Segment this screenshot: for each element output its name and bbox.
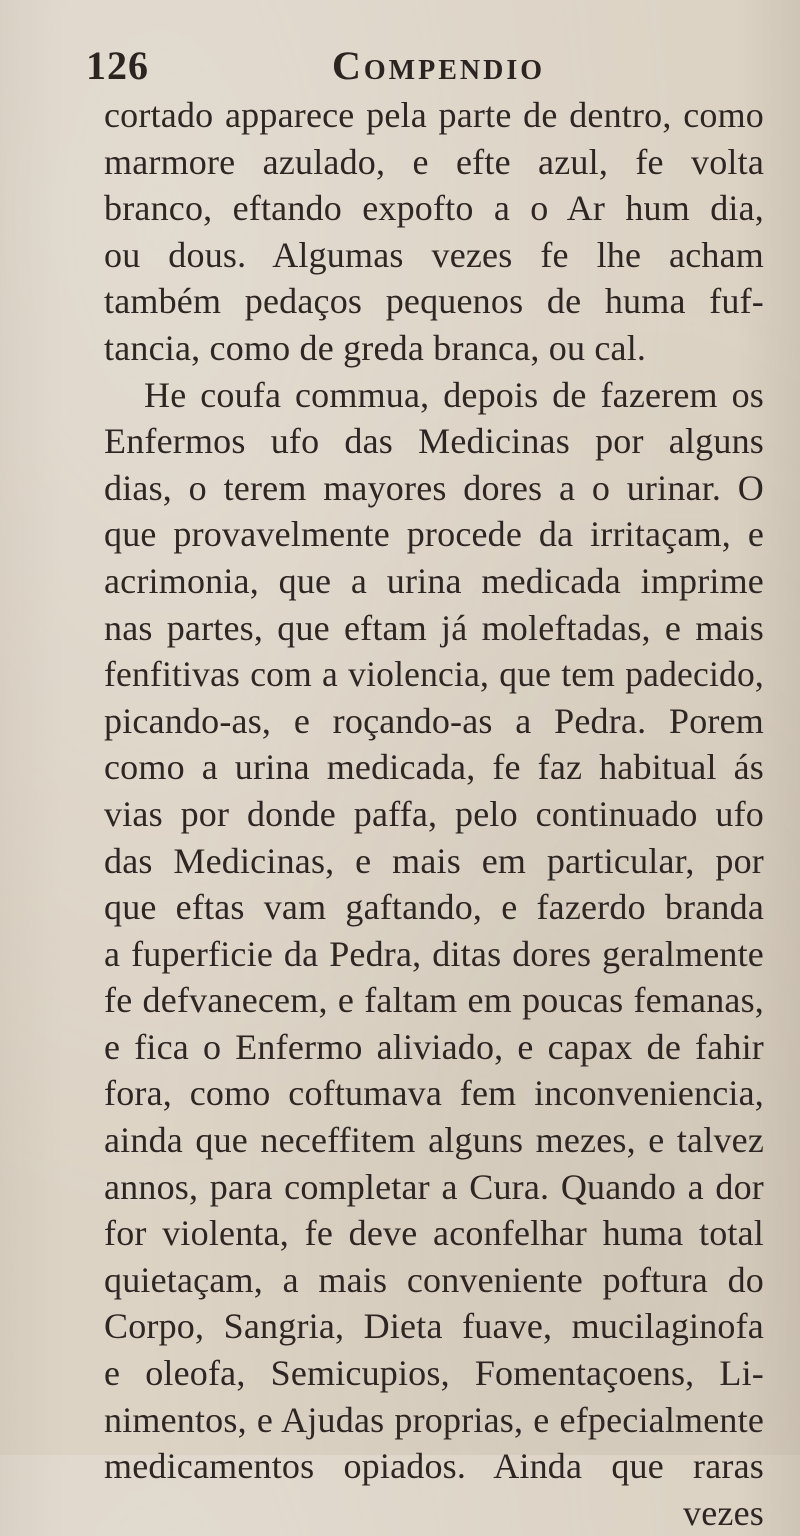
text-line: marmore azulado, e efte azul, fe volta xyxy=(104,141,764,182)
text-line: dias, o terem mayores dores a o urinar. O xyxy=(104,467,764,508)
text-line: das Medicinas, e mais em particular, por xyxy=(104,840,764,881)
text-line: picando-as, e roçando-as a Pedra. Porem xyxy=(104,700,764,741)
page-number: 126 xyxy=(86,43,149,88)
text-line: que provavelmente procede da irritaçam, e xyxy=(104,514,764,555)
text-line: nas partes, que eftam já moleftadas, e mais xyxy=(104,607,764,648)
text-line: a fuperficie da Pedra, ditas dores geralmente xyxy=(104,933,764,974)
text-line: e oleofa, Semicupios, Fomentaçoens, Li- xyxy=(104,1353,764,1394)
text-line: vias por donde paffa, pelo continuado ufo xyxy=(104,793,764,834)
text-line: cortado apparece pela parte de dentro, como xyxy=(104,95,764,135)
text-line: e fica o Enfermo aliviado, e capax de fahir xyxy=(104,1026,764,1067)
text-line: fe defvanecem, e faltam em poucas femanas, xyxy=(104,980,764,1021)
text-line: como a urina medicada, fe faz habitual ás xyxy=(104,747,764,788)
text-line: que eftas vam gaftando, e fazerdo branda xyxy=(104,887,764,928)
text-line: fora, como coftumava fem inconveniencia, xyxy=(104,1073,764,1114)
running-head: Compendio xyxy=(332,43,545,88)
text-line: Enfermos ufo das Medicinas por alguns xyxy=(104,421,764,462)
text-line: for violenta, fe deve aconfelhar huma total xyxy=(104,1213,764,1254)
catchword: vezes xyxy=(683,1492,764,1533)
text-line: acrimonia, que a urina medicada imprime xyxy=(104,560,764,601)
body-text xyxy=(104,92,764,1536)
text-line: nimentos, e Ajudas proprias, e efpecialmente xyxy=(104,1399,764,1440)
text-line: ou dous. Algumas vezes fe lhe acham xyxy=(104,234,764,275)
text-line: tancia, como de greda branca, ou cal. xyxy=(104,327,647,368)
text-line: quietaçam, a mais conveniente poftura do xyxy=(104,1259,764,1300)
text-line: branco, eftando expofto a o Ar hum dia, xyxy=(104,188,764,229)
text-line: ainda que neceffitem alguns mezes, e talvez xyxy=(104,1120,764,1161)
text-line: medicamentos opiados. Ainda que raras xyxy=(104,1446,764,1487)
text-line-paragraph-start: He coufa commua, depois de fazerem os xyxy=(144,374,764,415)
text-line: annos, para completar a Cura. Quando a dor xyxy=(104,1166,764,1207)
text-line: fenfitivas com a violencia, que tem padecido, xyxy=(104,654,764,695)
text-line: Corpo, Sangria, Dieta fuave, mucilaginofa xyxy=(104,1306,764,1347)
text-line: também pedaços pequenos de huma fuf- xyxy=(104,281,764,322)
